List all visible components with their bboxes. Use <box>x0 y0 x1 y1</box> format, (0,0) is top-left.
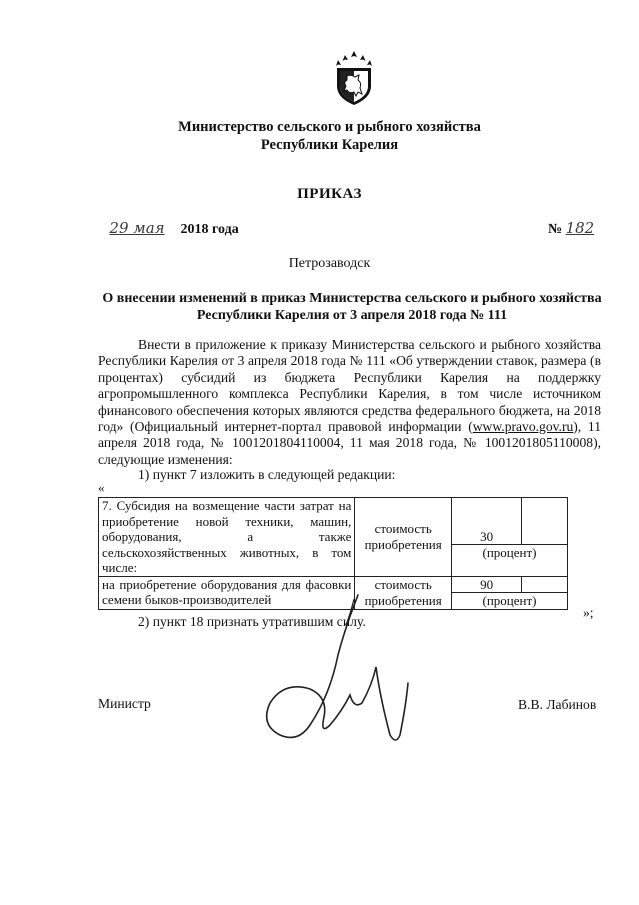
city: Петрозаводск <box>288 256 371 271</box>
table-cell-unit: (процент) <box>452 593 568 610</box>
table-cell-value: 30 <box>452 498 522 545</box>
signatory-name: В.В. Лабинов <box>518 697 597 712</box>
signatory-title: Министр <box>98 696 151 711</box>
table-row <box>99 498 568 545</box>
handwritten-signature-icon <box>250 585 430 750</box>
ministry-name-line2: Республики Карелия <box>260 137 399 153</box>
body-text-part1: Внести в приложение к приказу Министерства сельского и рыбного хозяйства Республики Карелия от 3 апреля 2018 года № 111 «Об утверждении ставок, размера (в процентах) субсидий из бюджета Республики Карелия на поддержку агропромышленного комплекса Республики Карелия, в том числе источником финансового обеспечения которых являются средства федерального бюджета, на 2018 год» (Официальный интернет-портал правовой информации ( <box>98 337 601 435</box>
date-suffix: 2018 года <box>180 222 239 237</box>
table-cell-empty <box>522 576 568 593</box>
pravo-link[interactable]: www.pravo.gov.ru <box>472 419 574 435</box>
quote-open: « <box>98 480 105 495</box>
date-handwritten: 29 мая <box>109 219 165 237</box>
number-prefix: № <box>548 222 563 237</box>
subject-line2: Республики Карелия от 3 апреля 2018 года № 111 <box>196 308 508 323</box>
table-cell-value: 90 <box>452 576 522 593</box>
quote-close: »; <box>583 605 594 620</box>
item-2: 2) пункт 18 признать утратившим силу. <box>138 614 366 629</box>
order-date <box>97 219 239 238</box>
body-paragraph <box>98 337 601 468</box>
number-handwritten: 182 <box>565 219 595 237</box>
ministry-name-line1: Министерство сельского и рыбного хозяйства <box>178 119 481 135</box>
subject-line1: О внесении изменений в приказ Министерства сельского и рыбного хозяйства <box>102 291 602 306</box>
table-cell-basis: стоимость приобретения <box>355 498 452 577</box>
body-text-part2: ), 11 апреля 2018 года, № 1001201804110004, 11 мая 2018 года, № 1001201805110008), следующие изменения: <box>98 419 601 467</box>
table-cell-basis: стоимость приобретения <box>355 576 452 609</box>
table-cell-unit: (процент) <box>452 545 568 577</box>
table-cell-empty <box>522 498 568 545</box>
table-cell-description: 7. Субсидия на возмещение части затрат на приобретение новой техники, машин, оборудования, а также сельскохозяйственных животных, в том числе: <box>99 498 355 577</box>
order-number <box>548 219 594 238</box>
karelia-coat-of-arms-icon <box>331 50 377 106</box>
table-cell-description: на приобретение оборудования для фасовки семени быков-производителей <box>99 576 355 609</box>
document-type: ПРИКАЗ <box>297 186 362 202</box>
item-1: 1) пункт 7 изложить в следующей редакции: <box>138 467 396 482</box>
